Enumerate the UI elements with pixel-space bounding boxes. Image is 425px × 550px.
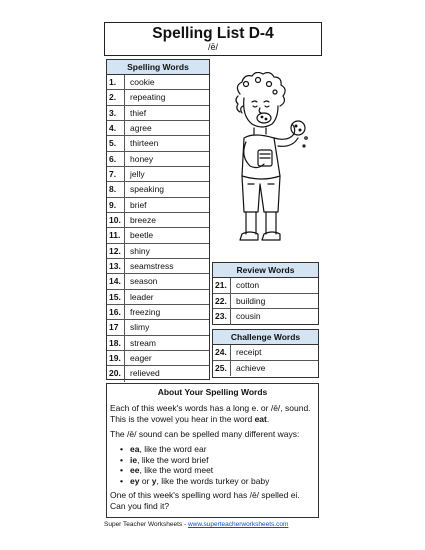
- word-number: 5.: [107, 136, 125, 150]
- word-number: 10.: [107, 213, 125, 227]
- word-row: [107, 351, 209, 366]
- word-row: [107, 106, 209, 121]
- about-section: [106, 383, 319, 518]
- word-row: [213, 309, 318, 325]
- word-text: eager: [130, 352, 152, 363]
- word-text: building: [236, 295, 266, 306]
- word-number: 6.: [107, 152, 125, 166]
- word-row: [107, 152, 209, 167]
- word-number: 8.: [107, 182, 125, 196]
- word-text: achieve: [236, 362, 266, 373]
- list-item: • ea, like the word ear: [120, 444, 315, 455]
- word-text: stream: [130, 337, 156, 348]
- word-number: 17: [107, 320, 125, 334]
- word-number: 15.: [107, 290, 125, 304]
- page-subtitle: /ē/: [207, 42, 218, 52]
- word-text: beetle: [130, 230, 154, 241]
- word-number: 23.: [213, 309, 231, 325]
- word-number: 13.: [107, 259, 125, 273]
- word-text: slimy: [130, 322, 150, 333]
- word-text: thirteen: [130, 138, 159, 149]
- word-number: 9.: [107, 198, 125, 212]
- word-text: honey: [130, 153, 154, 164]
- about-paragraph-1: Each of this week's words has a long e. or /ē/, sound. This is the vowel you hear in the word eat.: [110, 403, 311, 424]
- word-number: 12.: [107, 244, 125, 258]
- word-number: 2.: [107, 90, 125, 104]
- word-text: speaking: [130, 184, 165, 195]
- word-row: [107, 90, 209, 105]
- word-text: shiny: [130, 245, 150, 256]
- footer-text: Super Teacher Worksheets -: [104, 521, 188, 528]
- list-item: • ie, like the word brief: [120, 455, 315, 466]
- review-words-header: Review Words: [213, 263, 318, 278]
- word-row: [107, 121, 209, 136]
- word-text: cousin: [236, 311, 261, 321]
- word-row: [107, 259, 209, 274]
- word-row: [107, 167, 209, 182]
- challenge-words-table: [212, 329, 319, 378]
- word-row: [107, 228, 209, 243]
- word-row: [107, 136, 209, 151]
- word-number: 1.: [107, 75, 125, 89]
- word-row: [107, 320, 209, 335]
- about-paragraph-2: The /ē/ sound can be spelled many different ways:: [110, 429, 300, 439]
- about-title: About Your Spelling Words: [157, 387, 268, 397]
- word-row: [107, 274, 209, 289]
- word-text: breeze: [130, 214, 156, 225]
- word-row: [107, 244, 209, 259]
- word-text: freezing: [130, 306, 161, 317]
- spelling-words-table: [106, 59, 210, 380]
- word-number: 3.: [107, 106, 125, 120]
- word-row: [107, 198, 209, 213]
- word-number: 7.: [107, 167, 125, 181]
- word-text: repeating: [130, 92, 166, 103]
- word-text: seamstress: [130, 260, 174, 271]
- word-row: [107, 182, 209, 197]
- footer-link[interactable]: www.superteacherworksheets.com: [187, 521, 289, 528]
- page-title: Spelling List D-4: [152, 25, 274, 42]
- title-box: [104, 22, 322, 56]
- word-row: [107, 213, 209, 228]
- word-text: cookie: [130, 77, 155, 87]
- word-number: 16.: [107, 305, 125, 319]
- word-text: agree: [130, 122, 152, 133]
- spelling-patterns-list: [120, 444, 315, 486]
- word-row: [213, 294, 318, 310]
- challenge-words-header: Challenge Words: [213, 330, 318, 345]
- word-row: [107, 290, 209, 305]
- spelling-words-header: Spelling Words: [107, 60, 209, 75]
- word-text: jelly: [130, 168, 145, 179]
- list-item: • ey or y, like the words turkey or baby: [120, 476, 315, 487]
- word-row: [213, 345, 318, 361]
- word-row: [107, 75, 209, 90]
- review-words-table: [212, 262, 319, 325]
- word-row: [213, 361, 318, 377]
- list-item: • ee, like the word meet: [120, 465, 315, 476]
- word-number: 25.: [213, 361, 231, 377]
- word-text: brief: [130, 199, 147, 210]
- word-number: 21.: [213, 278, 231, 293]
- word-row: [107, 336, 209, 351]
- word-text: relieved: [130, 368, 160, 379]
- word-row: [213, 278, 318, 294]
- word-text: season: [130, 276, 158, 287]
- word-text: thief: [130, 107, 147, 118]
- word-text: cotton: [236, 280, 260, 290]
- child-eating-cookie-icon: [222, 72, 312, 250]
- word-text: leader: [130, 291, 154, 302]
- word-number: 18.: [107, 336, 125, 350]
- word-text: receipt: [236, 347, 262, 357]
- word-number: 4.: [107, 121, 125, 135]
- word-row: [107, 366, 209, 381]
- about-paragraph-3: One of this week's spelling word has /ē/ spelled ei. Can you find it?: [110, 490, 300, 511]
- key-word: eat: [254, 414, 267, 424]
- word-row: [107, 305, 209, 320]
- word-number: 14.: [107, 274, 125, 288]
- word-number: 20.: [107, 366, 125, 381]
- word-number: 22.: [213, 294, 231, 309]
- word-number: 11.: [107, 228, 125, 242]
- word-number: 19.: [107, 351, 125, 365]
- footer: [104, 521, 334, 529]
- word-number: 24.: [213, 345, 231, 360]
